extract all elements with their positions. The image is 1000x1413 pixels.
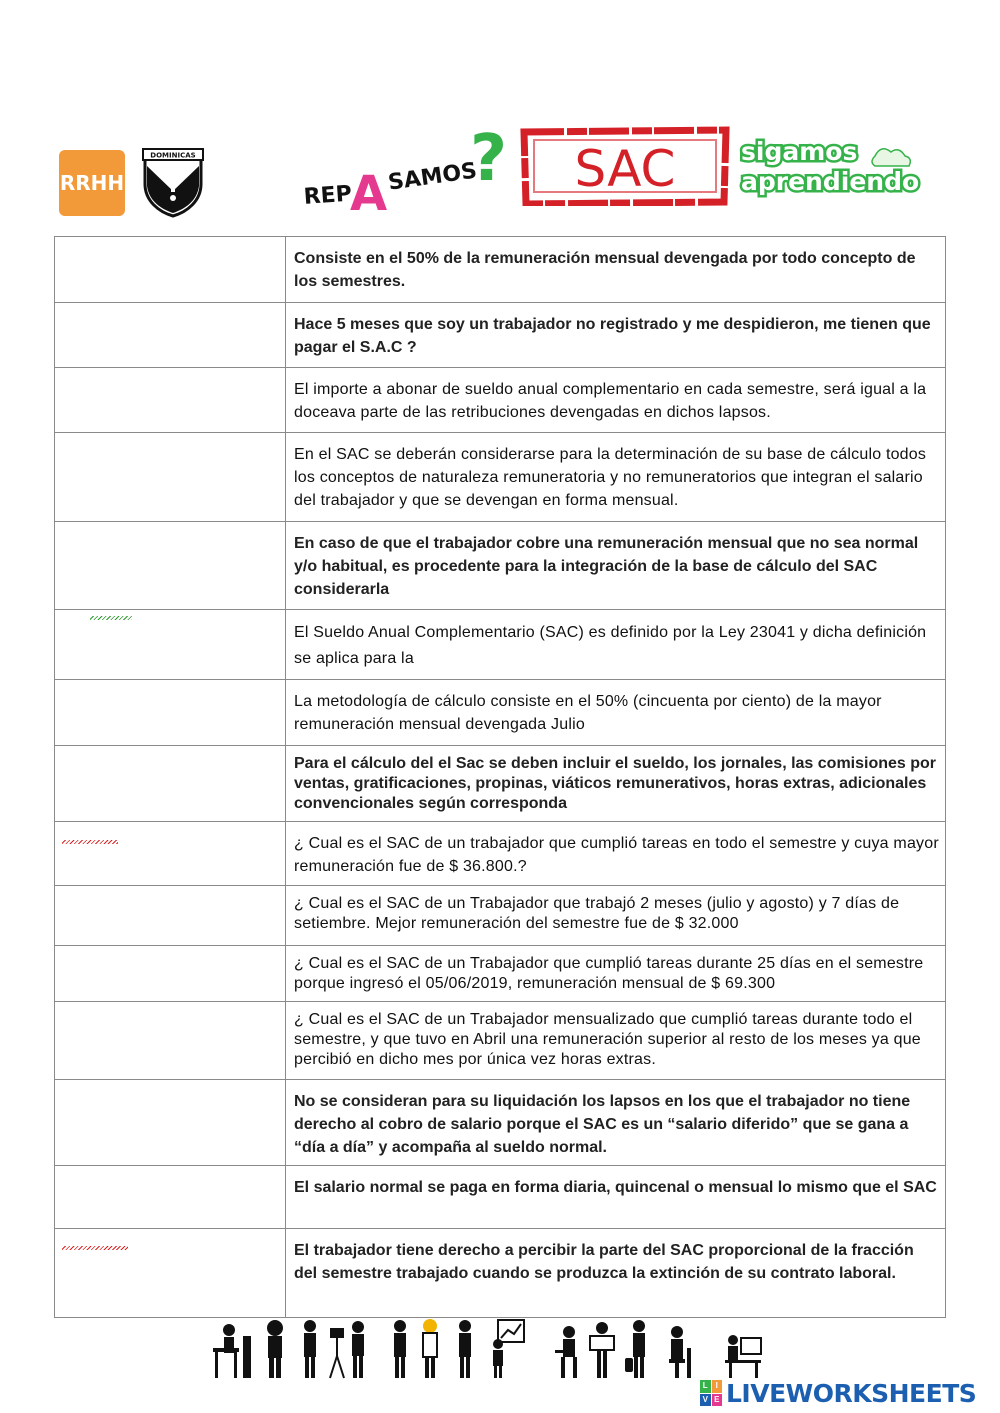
workers-silhouettes-illustration: [205, 1318, 785, 1380]
statement-text: Hace 5 meses que soy un trabajador no registrado y me despidieron, me tienen que pagar el S.A.C ?: [294, 316, 931, 356]
statement-text: En el SAC se deberán considerarse para la determinación de su base de cálculo todos los conceptos de naturaleza remuneratoria y no remuneratorios que integran el salario del trabajador y que se devengan en forma mensual.: [294, 446, 927, 509]
answer-cell[interactable]: [54, 433, 286, 521]
spellcheck-mark: [62, 840, 118, 844]
answer-cell[interactable]: [54, 522, 286, 609]
table-row: [54, 302, 946, 367]
repasamos-logo: [300, 118, 515, 218]
table-row: [54, 679, 946, 745]
table-row: [54, 521, 946, 609]
table-row: [54, 745, 946, 821]
answer-cell[interactable]: [54, 368, 286, 432]
answer-cell[interactable]: [54, 680, 286, 745]
statement-text: Consiste en el 50% de la remuneración mensual devengada por todo concepto de los semestres.: [294, 250, 916, 290]
table-row: [54, 1001, 946, 1079]
statement-text: No se consideran para su liquidación los lapsos en los que el trabajador no tiene derecho al cobro de salario porque el SAC es un “salario diferido” que se gana a “día a día” y acompaña al sueldo normal.: [294, 1093, 911, 1156]
svg-text:aprendiendo: aprendiendo: [741, 167, 920, 196]
answer-cell[interactable]: [54, 1002, 286, 1079]
svg-text:DOMINICAS: DOMINICAS: [150, 151, 196, 160]
answer-cell[interactable]: [54, 822, 286, 885]
svg-text:SAC: SAC: [574, 140, 676, 198]
table-row: [54, 1165, 946, 1228]
sigamos-aprendiendo-logo: [735, 132, 925, 202]
answer-cell[interactable]: [54, 303, 286, 367]
statement-text: ¿ Cual es el SAC de un Trabajador mensualizado que cumplió tareas durante todo el semestre, y que tuvo en Abril una remuneración superior al resto de los meses ya que percibió en dicho mes por única vez horas extras.: [294, 1011, 921, 1068]
sac-stamp-logo: [520, 126, 730, 206]
spellcheck-mark: [62, 1246, 128, 1250]
answer-cell[interactable]: [54, 886, 286, 945]
table-row: [54, 609, 946, 679]
answer-cell[interactable]: [54, 610, 286, 679]
svg-text:sigamos: sigamos: [741, 137, 858, 166]
answer-cell[interactable]: [54, 237, 286, 302]
statement-text: El Sueldo Anual Complementario (SAC) es definido por la Ley 23041 y dicha definición se aplica para la: [294, 624, 927, 667]
svg-text:REP: REP: [302, 181, 353, 210]
liveworksheets-brand: [700, 1378, 976, 1408]
table-row: [54, 236, 946, 302]
answer-cell[interactable]: [54, 1229, 286, 1318]
svg-text:SAMOS: SAMOS: [386, 158, 479, 196]
statement-text: En caso de que el trabajador cobre una remuneración mensual que no sea normal y/o habitual, es procedente para la integración de la base de cálculo del SAC considerarla: [294, 535, 919, 598]
answer-cell[interactable]: [54, 1166, 286, 1228]
statement-text: Para el cálculo del el Sac se deben incluir el sueldo, los jornales, las comisiones por ventas, gratificaciones, propinas, viáticos remunerativos, horas extras, adicionales convencionales según corresponda: [294, 755, 937, 812]
liveworksheets-mark-icon: L I V E: [700, 1380, 722, 1406]
statement-text: ¿ Cual es el SAC de un Trabajador que cumplió tareas durante 25 días en el semestre porque ingresó el 05/06/2019, remuneración mensual de $ 69.300: [294, 955, 924, 992]
table-row: [54, 1228, 946, 1318]
statement-text: El importe a abonar de sueldo anual complementario en cada semestre, será igual a la doceava parte de las retribuciones devengadas en dichos lapsos.: [294, 381, 927, 421]
svg-text:?: ?: [470, 122, 508, 196]
table-row: [54, 432, 946, 521]
answer-cell[interactable]: [54, 946, 286, 1001]
table-row: [54, 945, 946, 1001]
statement-text: El salario normal se paga en forma diaria, quincenal o mensual lo mismo que el SAC: [294, 1179, 937, 1196]
table-row: [54, 885, 946, 945]
answer-cell[interactable]: [54, 1080, 286, 1165]
statement-text: ¿ Cual es el SAC de un trabajador que cumplió tareas en todo el semestre y cuya mayor remuneración fue de $ 36.800.?: [294, 835, 939, 875]
svg-text:A: A: [350, 166, 388, 218]
statement-text: El trabajador tiene derecho a percibir la parte del SAC proporcional de la fracción del semestre trabajado cuando se produzca la extinción de su contrato laboral.: [294, 1242, 914, 1282]
liveworksheets-wordmark: LIVEWORKSHEETS: [726, 1378, 977, 1408]
spellcheck-mark: [90, 616, 132, 620]
dominicas-shield-logo: [139, 146, 207, 218]
statement-text: ¿ Cual es el SAC de un Trabajador que trabajó 2 meses (julio y agosto) y 7 días de setiembre. Mejor remuneración del semestre fue de $ 32.000: [294, 895, 900, 932]
table-row: [54, 1079, 946, 1165]
answer-cell[interactable]: [54, 746, 286, 821]
table-row: [54, 821, 946, 885]
rrhh-logo: RRHH: [59, 150, 125, 216]
statement-text: La metodología de cálculo consiste en el 50% (cincuenta por ciento) de la mayor remuneración mensual devengada Julio: [294, 693, 882, 733]
table-row: [54, 367, 946, 432]
